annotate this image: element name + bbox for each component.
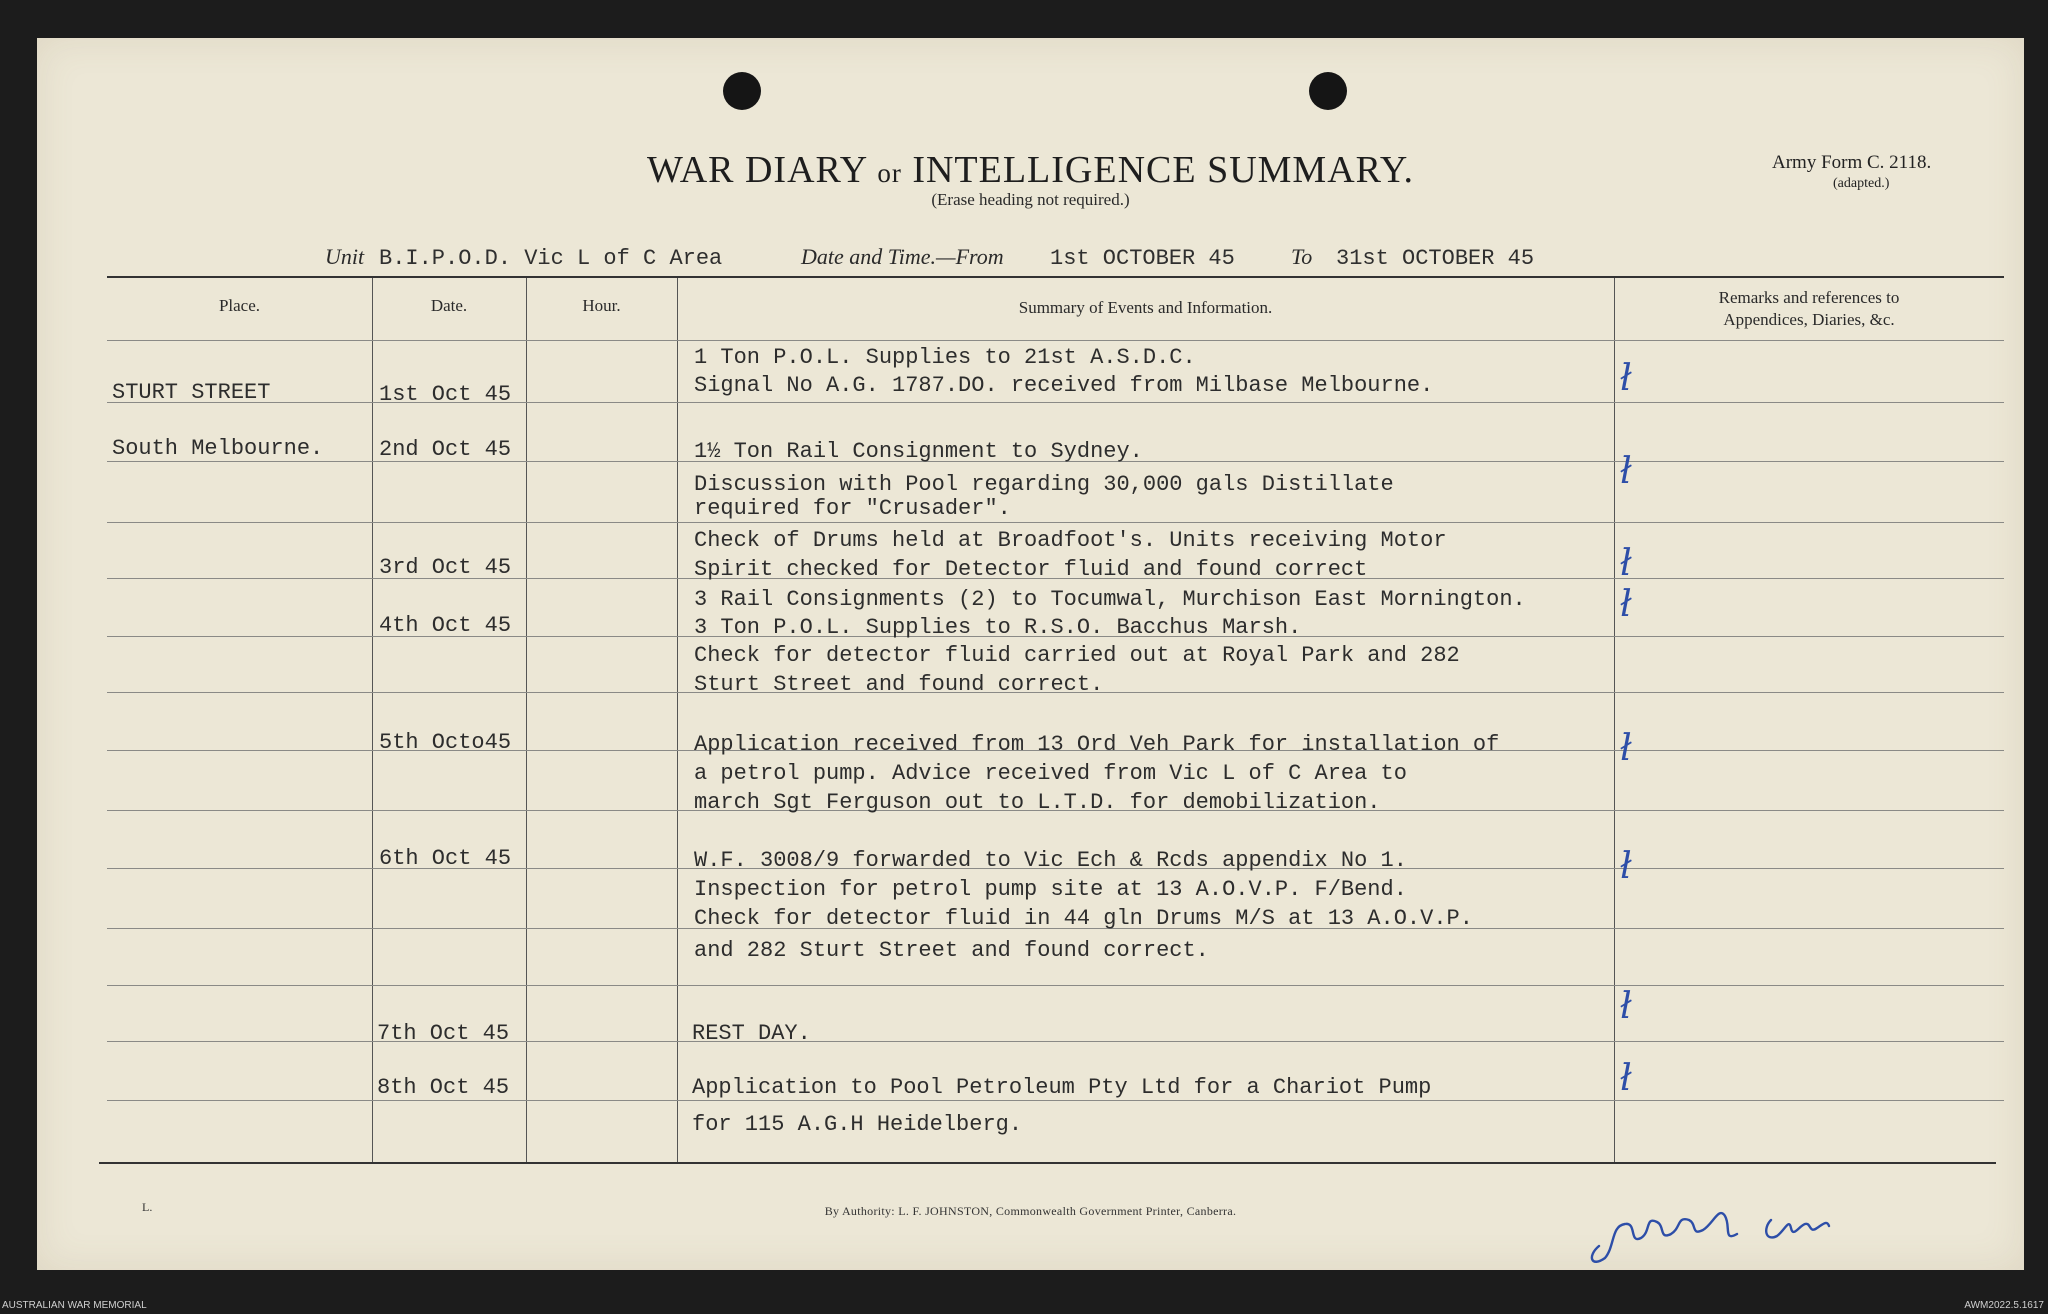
initial-tick-mark: ł: [1620, 986, 1632, 1027]
initial-tick-mark: ł: [1620, 846, 1632, 887]
form-title: [37, 148, 2024, 192]
punch-hole-left: [723, 72, 761, 110]
army-form-adapted: (adapted.): [1833, 176, 1890, 191]
date-time-label: Date and Time.—From: [801, 244, 1004, 269]
army-form-number: Army Form C. 2118.: [1772, 152, 1932, 173]
summary-line: 1½ Ton Rail Consignment to Sydney.: [694, 439, 1143, 464]
summary-line: Spirit checked for Detector fluid and found correct: [694, 557, 1368, 582]
unit-label: Unit: [325, 244, 365, 269]
place-line: South Melbourne.: [112, 436, 324, 461]
entry-date: 1st Oct 45: [379, 382, 512, 407]
entry-date: 6th Oct 45: [379, 846, 512, 871]
summary-line: Sturt Street and found correct.: [694, 672, 1104, 697]
summary-line: march Sgt Ferguson out to L.T.D. for demobilization.: [694, 790, 1381, 815]
ruled-row-line: [107, 340, 2004, 341]
divider-place-date: [372, 278, 373, 1162]
summary-line: 1 Ton P.O.L. Supplies to 21st A.S.D.C.: [694, 345, 1196, 370]
unit-line: [37, 236, 2024, 276]
handwritten-signature: [1585, 1186, 1845, 1276]
ruled-row-line: [107, 985, 2004, 986]
initial-tick-mark: ł: [1620, 1058, 1632, 1099]
date-from-value: 1st OCTOBER 45: [1050, 246, 1235, 271]
entry-date: 4th Oct 45: [379, 613, 512, 638]
header-place: Place.: [218, 296, 261, 315]
ruled-row-line: [107, 1100, 2004, 1101]
form-mark: L.: [142, 1200, 153, 1214]
divider-hour-summary: [677, 278, 678, 1162]
summary-line: Signal No A.G. 1787.DO. received from Milbase Melbourne.: [694, 373, 1434, 398]
entry-date: 2nd Oct 45: [379, 437, 512, 462]
summary-line: a petrol pump. Advice received from Vic L of C Area to: [694, 761, 1407, 786]
unit-value: B.I.P.O.D. Vic L of C Area: [379, 246, 723, 271]
summary-line: Inspection for petrol pump site at 13 A.O.V.P. F/Bend.: [694, 877, 1407, 902]
summary-line: Check for detector fluid in 44 gln Drums M/S at 13 A.O.V.P.: [694, 906, 1473, 931]
date-to-value: 31st OCTOBER 45: [1336, 246, 1535, 271]
place-line: STURT STREET: [112, 380, 271, 405]
ruled-row-line: [107, 522, 2004, 523]
summary-line: 3 Rail Consignments (2) to Tocumwal, Murchison East Mornington.: [694, 587, 1526, 612]
divider-summary-remarks: [1614, 278, 1615, 1162]
entry-date: 3rd Oct 45: [379, 555, 512, 580]
initial-tick-mark: ł: [1620, 358, 1632, 399]
summary-line: Application to Pool Petroleum Pty Ltd for a Chariot Pump: [692, 1075, 1432, 1100]
initial-tick-mark: ł: [1620, 543, 1632, 584]
summary-line: required for "Crusader".: [694, 496, 1011, 521]
summary-line: REST DAY.: [692, 1021, 811, 1046]
entry-date: 8th Oct 45: [377, 1075, 510, 1100]
archive-caption-right: AWM2022.5.1617: [1964, 1300, 2044, 1311]
initial-tick-mark: ł: [1620, 728, 1632, 769]
date-to-label: To: [1291, 244, 1313, 269]
initial-tick-mark: ł: [1620, 584, 1632, 625]
archive-caption-left: AUSTRALIAN WAR MEMORIAL: [2, 1300, 147, 1311]
table-bottom-rule: [99, 1162, 1996, 1164]
title-or: or: [877, 158, 902, 188]
divider-date-hour: [526, 278, 527, 1162]
summary-line: for 115 A.G.H Heidelberg.: [692, 1112, 1023, 1137]
entry-date: 5th Octo45: [379, 730, 512, 755]
header-summary: Summary of Events and Information.: [1018, 298, 1273, 317]
title-part-b: INTELLIGENCE SUMMARY.: [912, 149, 1414, 191]
summary-line: Application received from 13 Ord Veh Park for installation of: [694, 732, 1500, 757]
table-top-rule: [107, 276, 2004, 278]
title-part-a: WAR DIARY: [647, 149, 867, 191]
form-subtitle: (Erase heading not required.): [931, 190, 1130, 209]
header-hour: Hour.: [582, 296, 621, 315]
header-date: Date.: [430, 296, 468, 315]
summary-line: and 282 Sturt Street and found correct.: [694, 938, 1209, 963]
printer-authority: By Authority: L. F. JOHNSTON, Commonwealth Government Printer, Canberra.: [824, 1204, 1237, 1218]
initial-tick-mark: ł: [1620, 451, 1632, 492]
summary-line: Check of Drums held at Broadfoot's. Units receiving Motor: [694, 528, 1447, 553]
header-remarks-line-1: Remarks and references to: [1718, 288, 1900, 307]
entry-date: 7th Oct 45: [377, 1021, 510, 1046]
punch-hole-right: [1309, 72, 1347, 110]
summary-line: Discussion with Pool regarding 30,000 gals Distillate: [694, 472, 1394, 497]
summary-line: W.F. 3008/9 forwarded to Vic Ech & Rcds appendix No 1.: [694, 848, 1407, 873]
diary-sheet: [37, 38, 2024, 1270]
header-remarks-line-2: Appendices, Diaries, &c.: [1723, 310, 1895, 329]
summary-line: Check for detector fluid carried out at Royal Park and 282: [694, 643, 1460, 668]
summary-line: 3 Ton P.O.L. Supplies to R.S.O. Bacchus Marsh.: [694, 615, 1302, 640]
